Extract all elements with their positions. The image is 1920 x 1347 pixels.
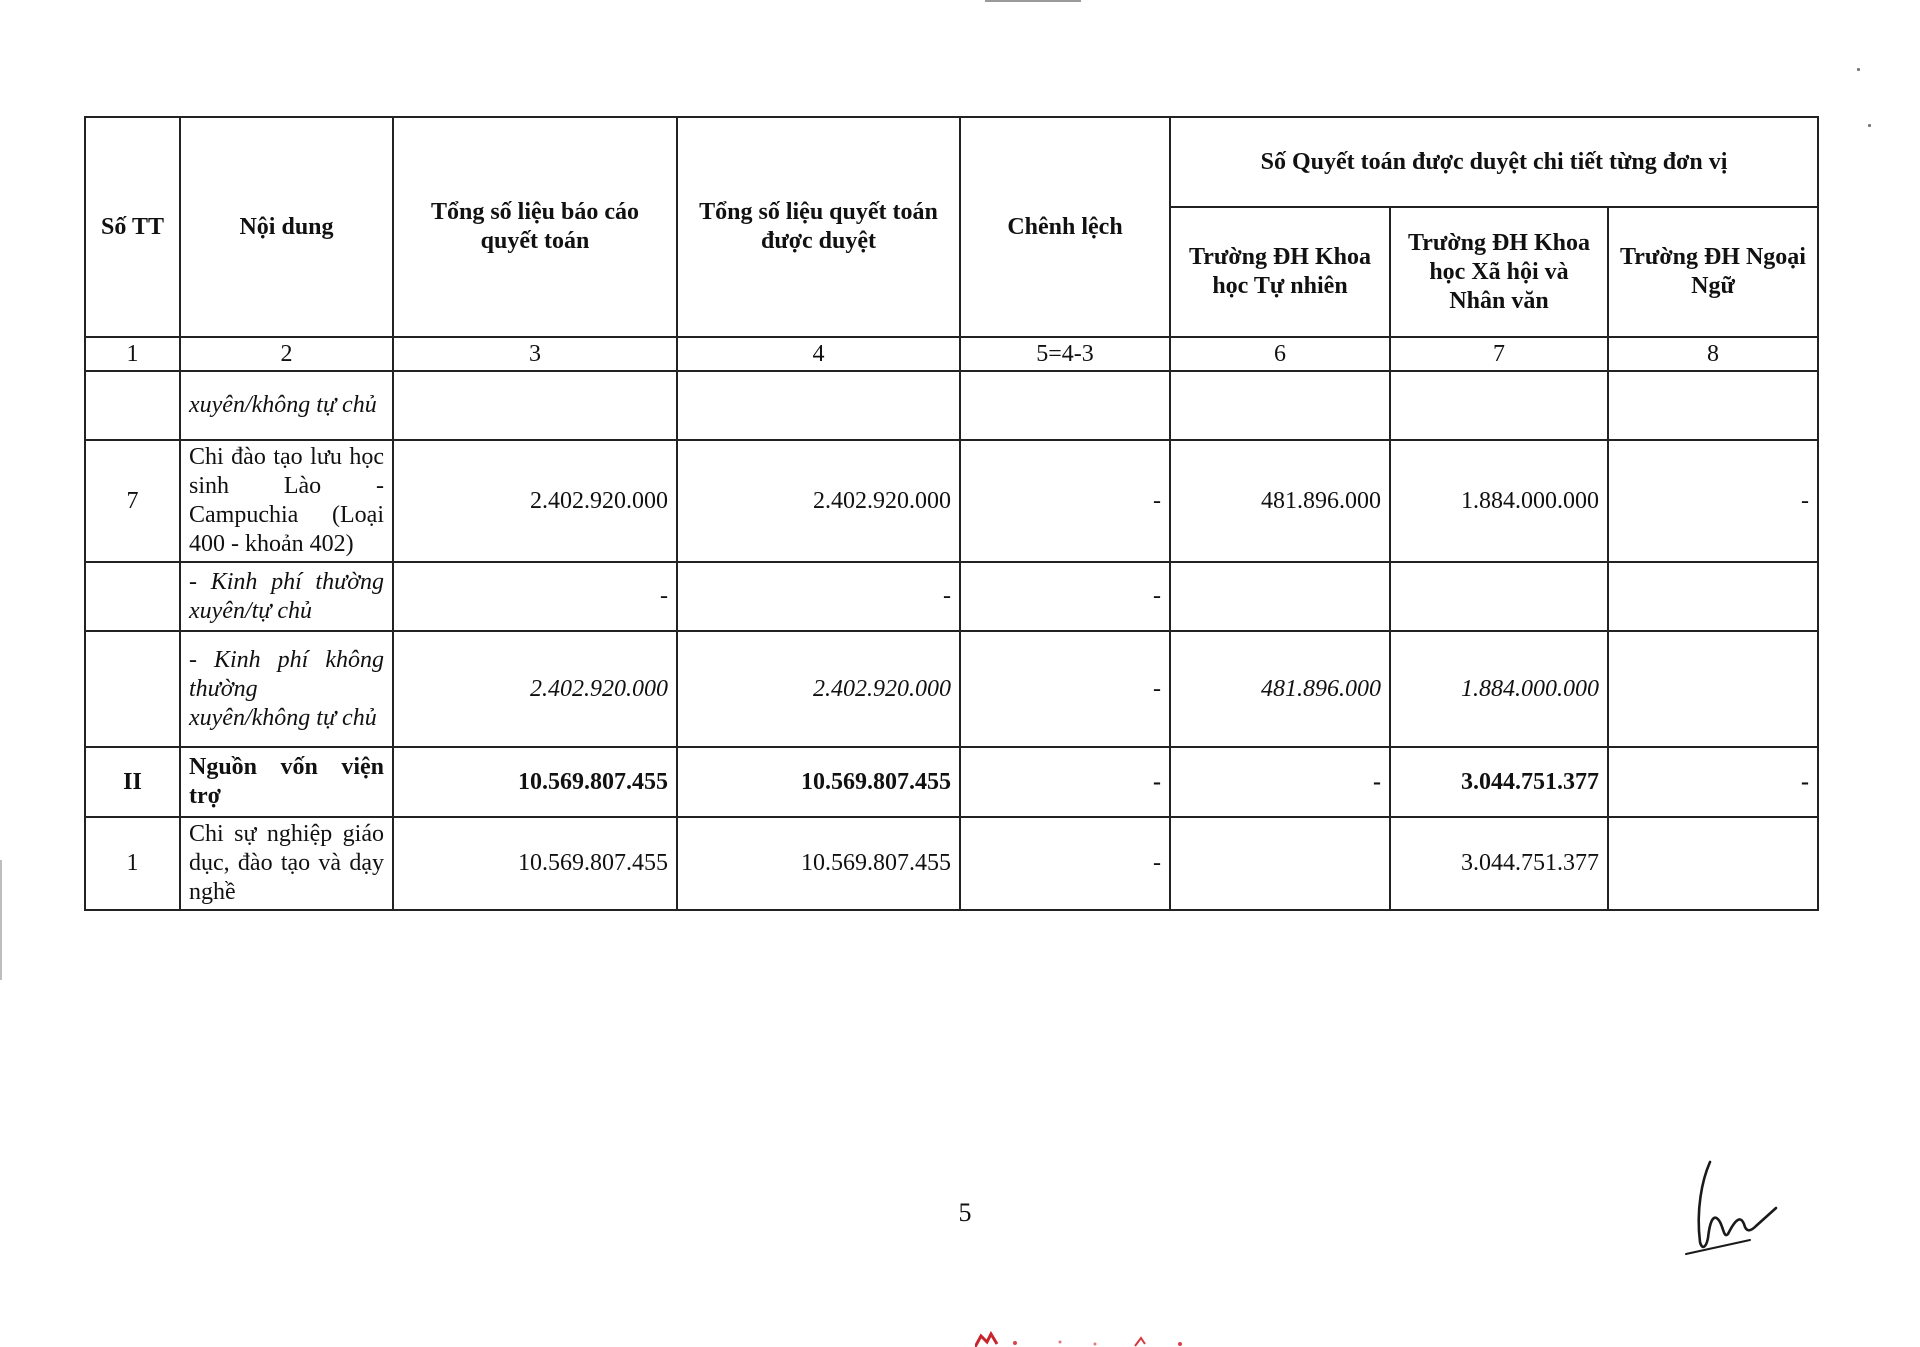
cell-dh-ngoai-ngu <box>1608 371 1818 440</box>
table-row <box>85 747 1818 817</box>
cell-tong-bao-cao: 10.569.807.455 <box>393 747 677 817</box>
cell-tong-quyet-toan: 10.569.807.455 <box>677 747 960 817</box>
cell-tong-bao-cao: - <box>393 562 677 631</box>
cell-tong-quyet-toan: 10.569.807.455 <box>677 817 960 910</box>
scan-edge-shadow <box>0 860 2 980</box>
cell-tong-quyet-toan <box>677 371 960 440</box>
column-index: 8 <box>1608 337 1818 371</box>
header-dh-ngoai-ngu: Trường ĐH Ngoại Ngữ <box>1608 207 1818 337</box>
column-index: 4 <box>677 337 960 371</box>
cell-noi-dung: xuyên/không tự chủ <box>180 371 393 440</box>
table-row <box>85 817 1818 910</box>
cell-dh-khxhnv: 3.044.751.377 <box>1390 817 1608 910</box>
table-row <box>85 440 1818 562</box>
cell-tong-quyet-toan: - <box>677 562 960 631</box>
cell-dh-ngoai-ngu: - <box>1608 747 1818 817</box>
cell-chenh-lech: - <box>960 747 1170 817</box>
scan-artifact-top-line <box>985 0 1081 2</box>
cell-noi-dung: - Kinh phí thường xuyên/tự chủ <box>180 562 393 631</box>
cell-tong-bao-cao: 10.569.807.455 <box>393 817 677 910</box>
header-tong-quyet-toan: Tổng số liệu quyết toán được duyệt <box>677 117 960 337</box>
cell-stt: 1 <box>85 817 180 910</box>
cell-chenh-lech: - <box>960 562 1170 631</box>
cell-stt <box>85 631 180 747</box>
cell-noi-dung: Nguồn vốn viện trợ <box>180 747 393 817</box>
cell-dh-khxhnv: 1.884.000.000 <box>1390 631 1608 747</box>
table-row <box>85 562 1818 631</box>
cell-dh-khtn: - <box>1170 747 1390 817</box>
header-noi-dung: Nội dung <box>180 117 393 337</box>
page-number: 5 <box>958 1198 972 1227</box>
scan-speck <box>1857 68 1860 71</box>
column-index: 6 <box>1170 337 1390 371</box>
cell-dh-khxhnv: 3.044.751.377 <box>1390 747 1608 817</box>
cell-tong-quyet-toan: 2.402.920.000 <box>677 440 960 562</box>
header-chenh-lech: Chênh lệch <box>960 117 1170 337</box>
cell-stt <box>85 371 180 440</box>
header-dh-khtn: Trường ĐH Khoa học Tự nhiên <box>1170 207 1390 337</box>
table-row <box>85 631 1818 747</box>
column-index: 3 <box>393 337 677 371</box>
cell-chenh-lech <box>960 371 1170 440</box>
column-index-row <box>85 337 1818 371</box>
cell-tong-quyet-toan: 2.402.920.000 <box>677 631 960 747</box>
column-index: 7 <box>1390 337 1608 371</box>
cell-dh-khxhnv <box>1390 371 1608 440</box>
cell-tong-bao-cao <box>393 371 677 440</box>
cell-dh-khtn: 481.896.000 <box>1170 440 1390 562</box>
signature-initials <box>1680 1150 1780 1260</box>
header-chi-tiet-don-vi: Số Quyết toán được duyệt chi tiết từng đơn vị <box>1170 117 1818 207</box>
table-row <box>85 371 1818 440</box>
scan-speck <box>1868 124 1871 127</box>
column-index: 1 <box>85 337 180 371</box>
red-stamp-fragment <box>975 1330 1215 1347</box>
cell-chenh-lech: - <box>960 440 1170 562</box>
column-index: 2 <box>180 337 393 371</box>
header-tong-bao-cao: Tổng số liệu báo cáo quyết toán <box>393 117 677 337</box>
settlement-table <box>84 116 1819 911</box>
cell-dh-khtn <box>1170 562 1390 631</box>
cell-chenh-lech: - <box>960 817 1170 910</box>
cell-dh-ngoai-ngu <box>1608 562 1818 631</box>
cell-dh-ngoai-ngu: - <box>1608 440 1818 562</box>
cell-stt: 7 <box>85 440 180 562</box>
cell-stt: II <box>85 747 180 817</box>
header-so-tt: Số TT <box>85 117 180 337</box>
cell-stt <box>85 562 180 631</box>
cell-chenh-lech: - <box>960 631 1170 747</box>
cell-dh-ngoai-ngu <box>1608 817 1818 910</box>
cell-noi-dung: Chi sự nghiệp giáo dục, đào tạo và dạy nghề <box>180 817 393 910</box>
cell-noi-dung: - Kinh phí không thường xuyên/không tự chủ <box>180 631 393 747</box>
cell-dh-khtn: 481.896.000 <box>1170 631 1390 747</box>
cell-tong-bao-cao: 2.402.920.000 <box>393 440 677 562</box>
cell-noi-dung: Chi đào tạo lưu học sinh Lào - Campuchia (Loại 400 - khoản 402) <box>180 440 393 562</box>
cell-dh-khtn <box>1170 817 1390 910</box>
cell-tong-bao-cao: 2.402.920.000 <box>393 631 677 747</box>
cell-dh-khxhnv: 1.884.000.000 <box>1390 440 1608 562</box>
header-dh-khxhnv: Trường ĐH Khoa học Xã hội và Nhân văn <box>1390 207 1608 337</box>
header-row <box>85 117 1818 207</box>
column-index: 5=4-3 <box>960 337 1170 371</box>
cell-dh-ngoai-ngu <box>1608 631 1818 747</box>
cell-dh-khtn <box>1170 371 1390 440</box>
cell-dh-khxhnv <box>1390 562 1608 631</box>
